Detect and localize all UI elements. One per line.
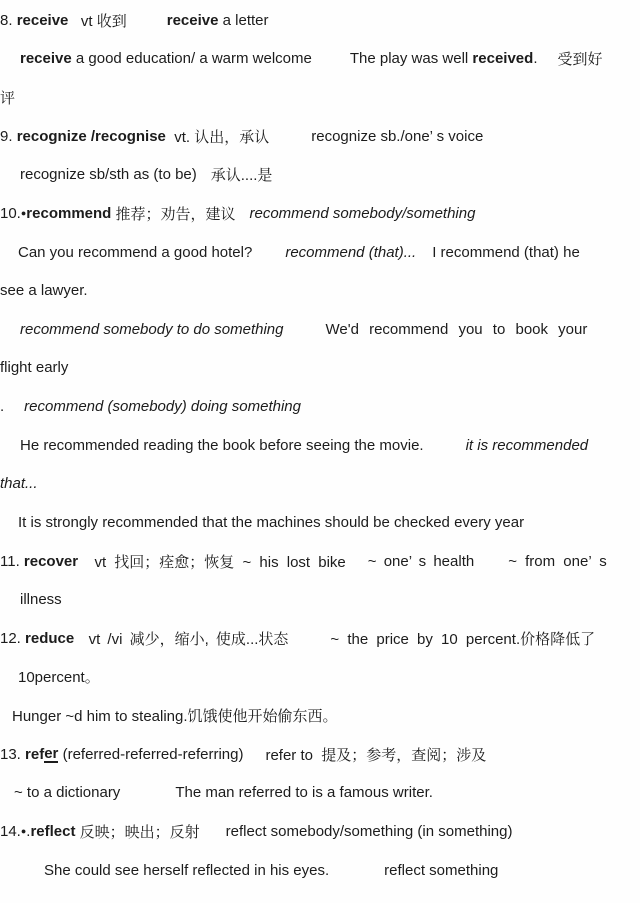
- text-segment: recover: [23, 552, 79, 570]
- text-segment: .: [26, 822, 31, 840]
- text-line: [0, 503, 640, 542]
- text-segment: ~ one’ s health: [367, 552, 475, 570]
- text-segment: Can you recommend a good hotel?: [18, 243, 253, 261]
- text-segment: refer to 提及；参考，查阅；涉及: [265, 746, 487, 764]
- text-line: [0, 271, 640, 310]
- text-segment: see a lawyer.: [0, 282, 88, 300]
- text-line: [0, 40, 640, 79]
- text-segment: recognize sb./one’ s voice: [311, 127, 484, 145]
- text-segment: reflect something: [384, 861, 499, 879]
- text-segment: 承认....是: [210, 167, 273, 185]
- text-segment: that...: [0, 475, 38, 493]
- text-line: [0, 580, 640, 619]
- text-segment: recommend: [26, 204, 112, 222]
- text-segment: .: [533, 50, 538, 68]
- text-line: [0, 658, 640, 697]
- text-segment: 9.: [0, 127, 17, 145]
- text-segment: She could see herself reflected in his eyes.: [44, 861, 330, 879]
- text-line: [0, 194, 640, 233]
- text-segment: vt 收到: [68, 12, 127, 30]
- text-segment: 受到好: [557, 51, 603, 69]
- text-line: [0, 233, 640, 272]
- text-segment: receive: [166, 11, 219, 29]
- text-segment: 10.: [0, 204, 21, 222]
- bullet-icon: ●: [20, 207, 27, 218]
- text-segment: .: [0, 398, 5, 416]
- text-segment: recommend somebody/something: [249, 204, 476, 222]
- text-line: [0, 387, 640, 426]
- text-segment: recommend somebody to do something: [20, 320, 284, 338]
- text-segment: er: [44, 744, 59, 762]
- text-segment: 14.: [0, 822, 21, 840]
- text-segment: recognize sb/sth as (to be): [20, 166, 197, 184]
- text-segment: 推荐；劝告，建议: [111, 205, 236, 223]
- text-line: [0, 735, 640, 774]
- text-segment: It is strongly recommended that the machines should be checked every year: [18, 513, 525, 531]
- text-line: [0, 696, 640, 735]
- text-line: [0, 1, 640, 40]
- text-line: [0, 310, 640, 349]
- text-segment: illness: [20, 591, 62, 609]
- text-segment: 评: [0, 90, 16, 108]
- text-segment: ~ from one’ s: [508, 552, 607, 570]
- text-line: [0, 465, 640, 504]
- text-segment: 10percent。: [18, 669, 100, 687]
- text-segment: a good education/ a warm welcome: [71, 50, 312, 68]
- text-segment: vt /vi 减少，缩小, 使成...状态: [74, 630, 289, 648]
- text-line: [0, 117, 640, 156]
- text-segment: 反映；映出；反射: [75, 823, 200, 841]
- text-line: [0, 812, 640, 851]
- text-segment: receive: [20, 50, 72, 68]
- text-line: [0, 78, 640, 117]
- text-segment: 12.: [0, 629, 26, 647]
- text-segment: 8.: [0, 11, 17, 29]
- bullet-icon: ●: [20, 825, 27, 836]
- text-segment: it is recommended: [465, 436, 589, 454]
- text-segment: 11.: [0, 552, 24, 570]
- text-segment: We'd recommend you to book your: [325, 320, 588, 338]
- text-segment: vt 找回；痊愈；恢复 ~ his lost bike: [78, 553, 346, 571]
- text-line: [0, 619, 640, 658]
- text-segment: recommend (somebody) doing something: [24, 398, 301, 416]
- text-segment: flight early: [0, 359, 69, 377]
- text-segment: receive: [16, 11, 69, 29]
- text-line: [0, 426, 640, 465]
- text-segment: 13.: [0, 745, 26, 763]
- text-segment: He recommended reading the book before seeing the movie.: [20, 436, 424, 454]
- text-segment: ref: [25, 745, 45, 763]
- text-segment: The man referred to is a famous writer.: [175, 784, 433, 802]
- text-segment: The play was well: [349, 50, 473, 68]
- text-line: [0, 349, 640, 388]
- text-segment: vt. 认出，承认: [165, 128, 270, 146]
- text-segment: (referred-referred-referring): [58, 745, 244, 763]
- text-segment: received: [472, 50, 534, 68]
- text-segment: recommend (that)...: [285, 243, 417, 261]
- text-segment: reduce: [25, 629, 75, 647]
- text-segment: Hunger ~d him to stealing.饥饿使他开始偷东西。: [12, 708, 338, 726]
- text-segment: ~ to a dictionary: [14, 784, 121, 802]
- text-segment: a letter: [218, 11, 269, 29]
- text-line: [0, 774, 640, 813]
- text-segment: reflect somebody/something (in something): [225, 822, 513, 840]
- text-line: [0, 542, 640, 581]
- text-segment: I recommend (that) he: [432, 243, 580, 261]
- text-segment: ~ the price by 10 percent.价格降低了: [330, 630, 596, 648]
- text-segment: reflect: [30, 822, 76, 840]
- text-line: [0, 851, 640, 890]
- text-line: [0, 156, 640, 195]
- text-segment: recognize /recognise: [16, 127, 166, 145]
